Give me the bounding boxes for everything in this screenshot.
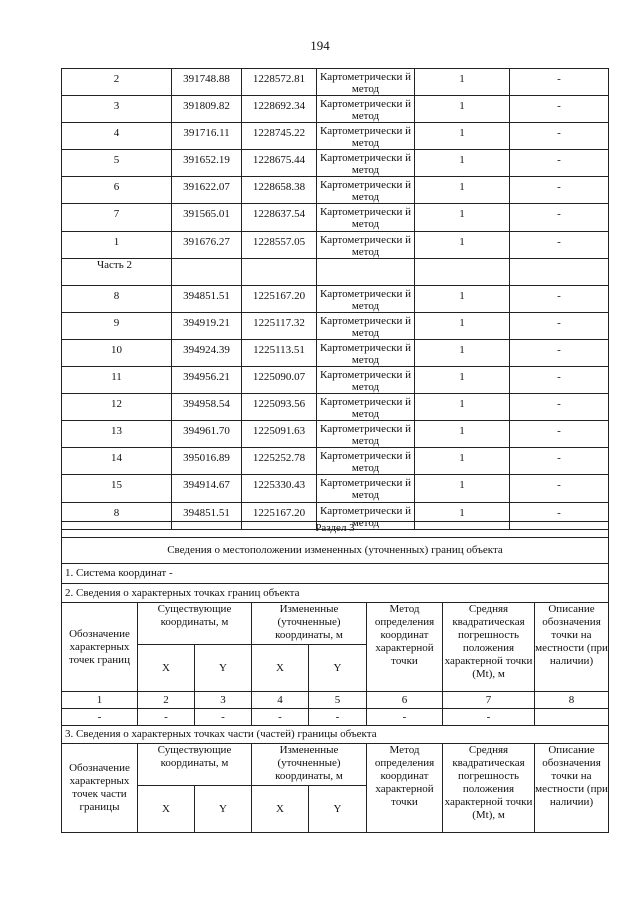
description-cell: - (510, 502, 609, 529)
accuracy-cell: 1 (415, 502, 510, 529)
accuracy-cell: 1 (415, 150, 510, 177)
section3-table (61, 521, 609, 833)
accuracy-cell: 1 (415, 367, 510, 394)
col-changed-header-2: Измененные (уточненные) координаты, м (252, 744, 367, 786)
col-designation-header: Обозначение характерных точек границ (62, 603, 138, 692)
column-number-cell: 2 (138, 692, 195, 709)
point-number-cell: 14 (62, 448, 172, 475)
y-coordinate-cell: 1228658.38 (242, 177, 317, 204)
y-coordinate-cell: 1225167.20 (242, 285, 317, 312)
method-cell: Картометрически й метод (317, 448, 415, 475)
method-cell: Картометрически й метод (317, 69, 415, 96)
method-cell: Картометрически й метод (317, 312, 415, 339)
col-accuracy-header: Средняя квадратическая погрешность положения характерной точки (Mt), м (443, 603, 535, 692)
table-row (62, 448, 609, 475)
x-coordinate-cell: 394961.70 (172, 421, 242, 448)
point-number-cell: 3 (62, 96, 172, 123)
point-number-cell: 11 (62, 367, 172, 394)
accuracy-cell: 1 (415, 69, 510, 96)
method-cell: Картометрически й метод (317, 421, 415, 448)
method-cell: Картометрически й метод (317, 367, 415, 394)
table-row (62, 123, 609, 150)
empty-value-cell: - (62, 709, 138, 726)
col-x-changed: X (252, 645, 309, 692)
point-number-cell: 15 (62, 475, 172, 502)
x-coordinate-cell: 391676.27 (172, 231, 242, 258)
accuracy-cell: 1 (415, 204, 510, 231)
point-number-cell: 12 (62, 394, 172, 421)
description-cell: - (510, 96, 609, 123)
y-coordinate-cell: 1225091.63 (242, 421, 317, 448)
x-coordinate-cell: 394914.67 (172, 475, 242, 502)
description-cell: - (510, 367, 609, 394)
table-row (62, 421, 609, 448)
accuracy-cell: 1 (415, 475, 510, 502)
y-coordinate-cell: 1225113.51 (242, 339, 317, 366)
accuracy-cell: 1 (415, 312, 510, 339)
y-coordinate-cell: 1225117.32 (242, 312, 317, 339)
description-cell: - (510, 231, 609, 258)
method-cell: Картометрически й метод (317, 177, 415, 204)
col-y-changed: Y (309, 645, 367, 692)
x-coordinate-cell: 391748.88 (172, 69, 242, 96)
empty-cell (317, 258, 415, 285)
accuracy-cell: 1 (415, 394, 510, 421)
col-method-header: Метод определения координат характерной точки (367, 603, 443, 692)
empty-cell (510, 258, 609, 285)
method-cell: Картометрически й метод (317, 339, 415, 366)
y-coordinate-cell: 1225330.43 (242, 475, 317, 502)
col-description-header: Описание обозначения точки на местности (при наличии) (535, 603, 609, 692)
column-number-cell: 3 (195, 692, 252, 709)
point-number-cell: 9 (62, 312, 172, 339)
column-number-row (62, 692, 609, 709)
point-number-cell: 5 (62, 150, 172, 177)
col-designation-part-header: Обозначение характерных точек части границы (62, 744, 138, 833)
empty-value-cell: - (443, 709, 535, 726)
method-cell: Картометрически й метод (317, 502, 415, 529)
method-cell: Картометрически й метод (317, 285, 415, 312)
table-row (62, 69, 609, 96)
empty-cell (242, 258, 317, 285)
y-coordinate-cell: 1228637.54 (242, 204, 317, 231)
point-number-cell: 8 (62, 502, 172, 529)
parts-heading: 3. Сведения о характерных точках части (частей) границы объекта (62, 726, 609, 744)
point-number-cell: 8 (62, 285, 172, 312)
y-coordinate-cell: 1228675.44 (242, 150, 317, 177)
section-title: Раздел 3 (62, 522, 609, 538)
empty-value-cell: - (195, 709, 252, 726)
col-description-header-2: Описание обозначения точки на местности (при наличии) (535, 744, 609, 833)
empty-value-cell: - (252, 709, 309, 726)
column-number-cell: 7 (443, 692, 535, 709)
description-cell: - (510, 339, 609, 366)
description-cell: - (510, 394, 609, 421)
x-coordinate-cell: 394958.54 (172, 394, 242, 421)
method-cell: Картометрически й метод (317, 394, 415, 421)
column-number-cell: 5 (309, 692, 367, 709)
empty-cell (415, 258, 510, 285)
empty-value-cell: - (367, 709, 443, 726)
description-cell: - (510, 150, 609, 177)
x-coordinate-cell: 391565.01 (172, 204, 242, 231)
point-number-cell: 1 (62, 231, 172, 258)
x-coordinate-cell: 394919.21 (172, 312, 242, 339)
description-cell: - (510, 204, 609, 231)
column-number-cell: 6 (367, 692, 443, 709)
table-row (62, 177, 609, 204)
column-number-cell: 1 (62, 692, 138, 709)
col-y-existing: Y (195, 645, 252, 692)
col-method-header-2: Метод определения координат характерной точки (367, 744, 443, 833)
part-label-row (62, 258, 609, 285)
points-table-body (62, 69, 609, 530)
point-number-cell: 2 (62, 69, 172, 96)
table-row (62, 150, 609, 177)
empty-cell (172, 258, 242, 285)
table-row (62, 367, 609, 394)
point-number-cell: 4 (62, 123, 172, 150)
description-cell: - (510, 475, 609, 502)
method-cell: Картометрически й метод (317, 231, 415, 258)
col-existing-header-2: Существующие координаты, м (138, 744, 252, 786)
description-cell: - (510, 312, 609, 339)
part-label: Часть 2 (62, 258, 172, 285)
table-row (62, 285, 609, 312)
section-subtitle: Сведения о местоположении измененных (уточненных) границ объекта (62, 538, 609, 564)
accuracy-cell: 1 (415, 177, 510, 204)
col-x-existing: X (138, 645, 195, 692)
column-number-cell: 8 (535, 692, 609, 709)
description-cell: - (510, 69, 609, 96)
y-coordinate-cell: 1228745.22 (242, 123, 317, 150)
method-cell: Картометрически й метод (317, 96, 415, 123)
description-cell: - (510, 123, 609, 150)
y-coordinate-cell: 1228557.05 (242, 231, 317, 258)
accuracy-cell: 1 (415, 231, 510, 258)
empty-values-row (62, 709, 609, 726)
method-cell: Картометрически й метод (317, 123, 415, 150)
empty-value-cell: - (309, 709, 367, 726)
col-x-changed-2: X (252, 786, 309, 833)
method-cell: Картометрически й метод (317, 475, 415, 502)
method-cell: Картометрически й метод (317, 150, 415, 177)
accuracy-cell: 1 (415, 123, 510, 150)
x-coordinate-cell: 394924.39 (172, 339, 242, 366)
accuracy-cell: 1 (415, 448, 510, 475)
col-y-changed-2: Y (309, 786, 367, 833)
description-cell: - (510, 448, 609, 475)
y-coordinate-cell: 1228692.34 (242, 96, 317, 123)
description-cell: - (510, 177, 609, 204)
accuracy-cell: 1 (415, 96, 510, 123)
x-coordinate-cell: 394851.51 (172, 502, 242, 529)
table-row (62, 312, 609, 339)
description-cell: - (510, 285, 609, 312)
description-cell: - (510, 421, 609, 448)
y-coordinate-cell: 1225090.07 (242, 367, 317, 394)
x-coordinate-cell: 394851.51 (172, 285, 242, 312)
point-number-cell: 7 (62, 204, 172, 231)
y-coordinate-cell: 1225252.78 (242, 448, 317, 475)
x-coordinate-cell: 391716.11 (172, 123, 242, 150)
column-number-cell: 4 (252, 692, 309, 709)
points-table-continued (61, 68, 609, 530)
x-coordinate-cell: 395016.89 (172, 448, 242, 475)
y-coordinate-cell: 1225093.56 (242, 394, 317, 421)
col-existing-header: Существующие координаты, м (138, 603, 252, 645)
point-number-cell: 13 (62, 421, 172, 448)
accuracy-cell: 1 (415, 339, 510, 366)
col-changed-header: Измененные (уточненные) координаты, м (252, 603, 367, 645)
coord-system-heading: 1. Система координат - (62, 564, 609, 584)
table-row (62, 475, 609, 502)
table-row (62, 96, 609, 123)
col-x-existing-2: X (138, 786, 195, 833)
col-y-existing-2: Y (195, 786, 252, 833)
col-accuracy-header-2: Средняя квадратическая погрешность положения характерной точки (Mt), м (443, 744, 535, 833)
accuracy-cell: 1 (415, 421, 510, 448)
empty-value-cell (535, 709, 609, 726)
x-coordinate-cell: 391809.82 (172, 96, 242, 123)
y-coordinate-cell: 1228572.81 (242, 69, 317, 96)
points-heading: 2. Сведения о характерных точках границ объекта (62, 584, 609, 603)
table-row (62, 339, 609, 366)
method-cell: Картометрически й метод (317, 204, 415, 231)
y-coordinate-cell: 1225167.20 (242, 502, 317, 529)
empty-value-cell: - (138, 709, 195, 726)
x-coordinate-cell: 391652.19 (172, 150, 242, 177)
x-coordinate-cell: 394956.21 (172, 367, 242, 394)
table-row (62, 394, 609, 421)
point-number-cell: 10 (62, 339, 172, 366)
table-row (62, 231, 609, 258)
table-row (62, 204, 609, 231)
point-number-cell: 6 (62, 177, 172, 204)
page-number: 194 (310, 38, 330, 53)
accuracy-cell: 1 (415, 285, 510, 312)
x-coordinate-cell: 391622.07 (172, 177, 242, 204)
